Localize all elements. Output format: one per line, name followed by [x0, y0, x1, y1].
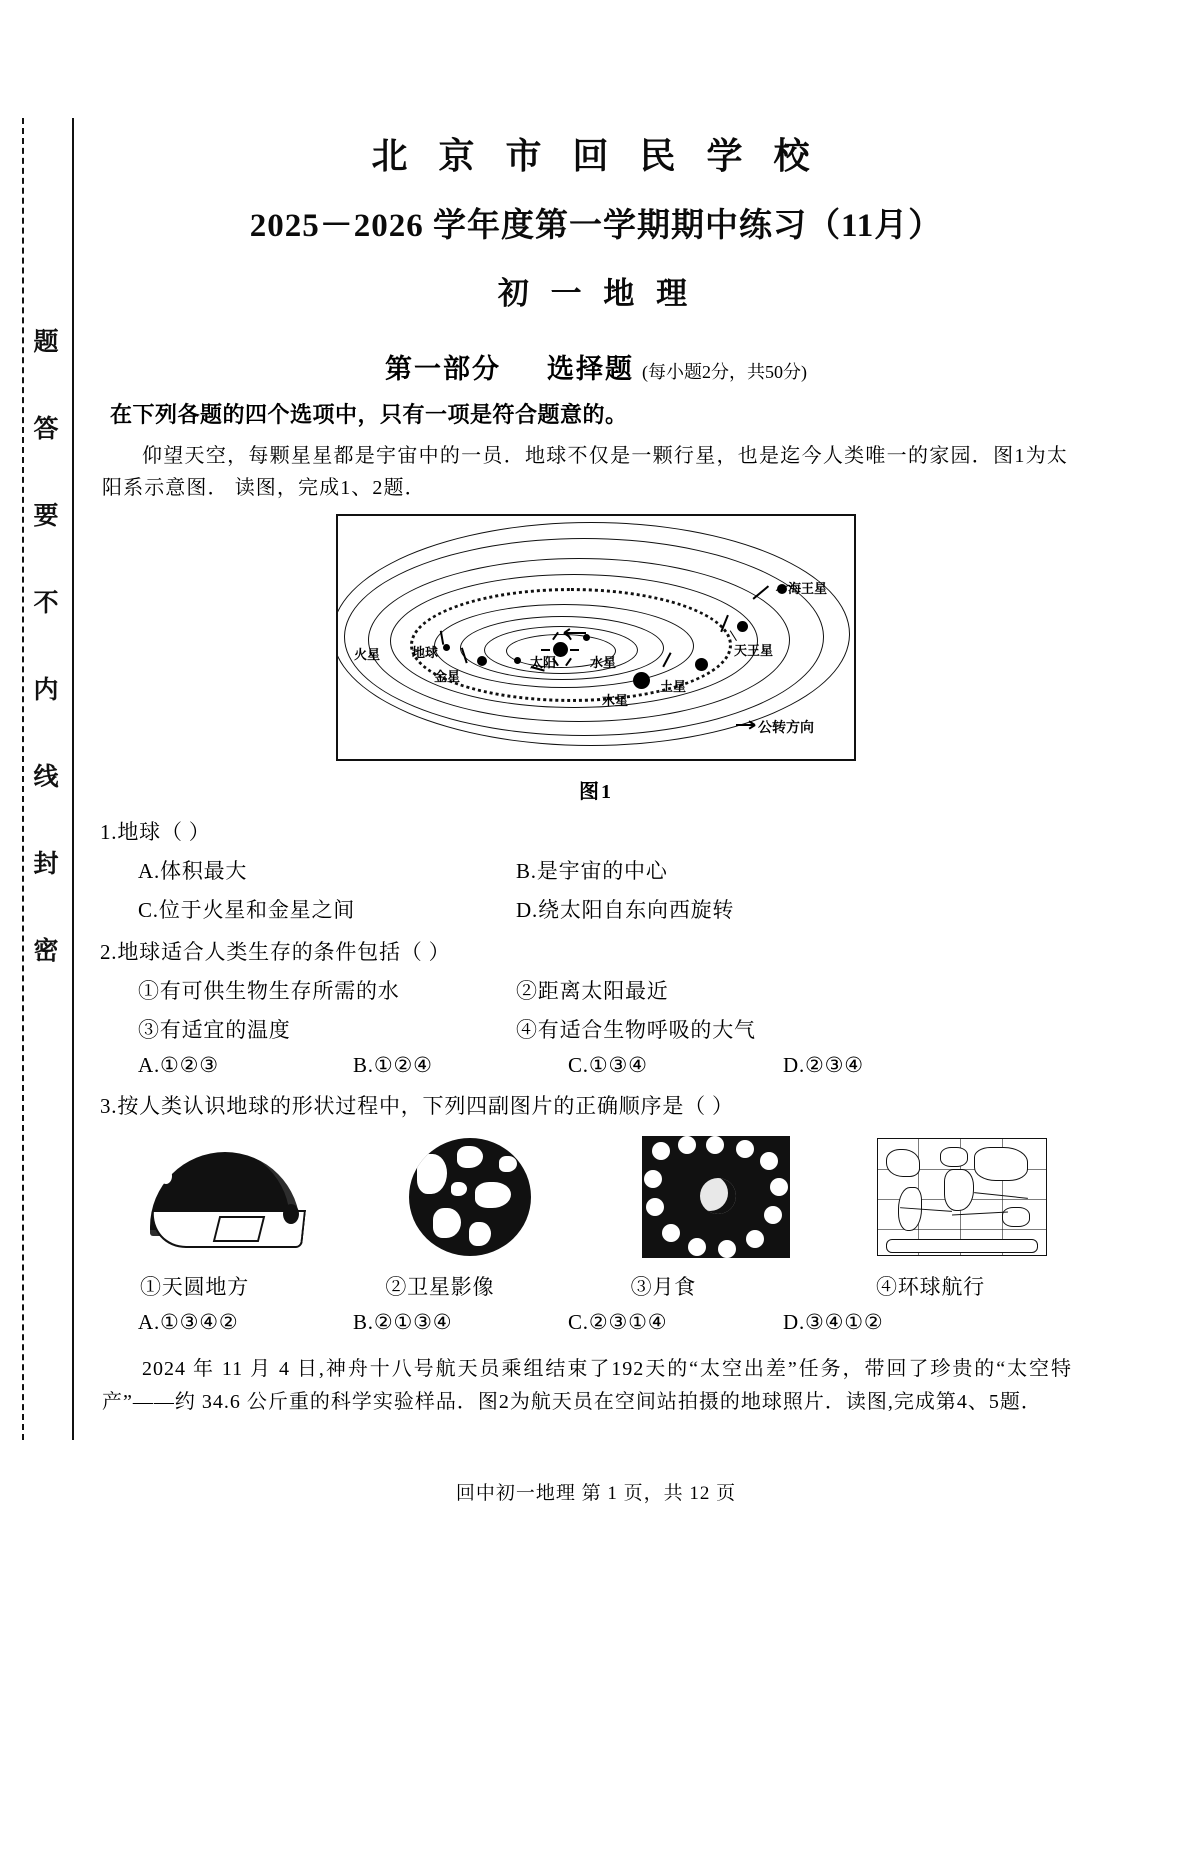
- question-3-text: 按人类认识地球的形状过程中，下列四副图片的正确顺序是（ ）: [117, 1094, 734, 1119]
- question-2-items-row-1: [96, 975, 1096, 1005]
- sat-landmass-7: [451, 1182, 467, 1196]
- map-land-europe: [940, 1147, 968, 1167]
- part-heading: [96, 347, 1096, 386]
- world-map: [877, 1138, 1047, 1256]
- question-3-number: 3.: [100, 1094, 118, 1119]
- sat-landmass-2: [457, 1146, 483, 1168]
- question-2-number: 2.: [100, 940, 118, 965]
- question-2-item-4: ④有适合生物呼吸的大气: [516, 1018, 756, 1043]
- question-2-item-1: ①有可供生物生存所需的水: [138, 979, 400, 1004]
- figure-1-wrapper: [96, 514, 1096, 761]
- seal-char-5: 线: [33, 764, 59, 791]
- eclipse-central-moon: [700, 1178, 736, 1214]
- seal-solid-line: [72, 118, 74, 1440]
- eclipse-phase-3: [706, 1136, 724, 1154]
- eclipse-phase-2: [678, 1136, 696, 1154]
- map-land-north-america: [886, 1149, 920, 1177]
- figure-satellite-image: [383, 1134, 558, 1259]
- question-1-text: 地球（ ）: [117, 820, 211, 845]
- question-2-options-row: [96, 1053, 1096, 1078]
- question-2-items-row-2: [96, 1014, 1096, 1044]
- sat-landmass-4: [433, 1208, 461, 1238]
- sun-ray-left: [541, 649, 550, 651]
- sat-landmass-5: [469, 1222, 491, 1246]
- part-type: 选择题: [547, 354, 634, 384]
- question-stem-1: 仰望天空，每颗星星都是宇宙中的一员．地球不仅是一颗行星，也是迄今人类唯一的家园．图1为太阳系示意图． 读图，完成1、2题．: [102, 445, 1068, 499]
- figure-caption-1: ①天圆地方: [140, 1275, 249, 1300]
- seal-char-4: 内: [33, 677, 59, 704]
- question-1-option-a[interactable]: A.体积最大: [138, 859, 248, 884]
- sat-landmass-6: [499, 1156, 517, 1172]
- seal-char-3: 不: [33, 590, 59, 617]
- label-jupiter: 木星: [602, 693, 629, 709]
- seal-line-strip: [0, 0, 96, 1850]
- seal-vertical-text: [26, 330, 66, 1026]
- page-title-subject: 初 一 地 理: [497, 276, 695, 311]
- eclipse-phase-11: [662, 1224, 680, 1242]
- sun-ray-right: [570, 649, 579, 651]
- question-2-option-a[interactable]: A.①②③: [138, 1053, 219, 1078]
- question-2-text: 地球适合人类生存的条件包括（ ）: [117, 940, 451, 965]
- eclipse-phase-4: [736, 1140, 754, 1158]
- question-3: [96, 1090, 1096, 1120]
- question-3-option-a[interactable]: A.①③④②: [138, 1310, 239, 1335]
- question-3-options-row: [96, 1310, 1096, 1335]
- figure-lunar-eclipse: [628, 1134, 803, 1259]
- part-label: 第一部分: [385, 354, 501, 384]
- question-stem-2: 2024 年 11 月 4 日,神舟十八号航天员乘组结束了192天的“太空出差”任务，带回了珍贵的“太空特产”——约 34.6 公斤重的科学实验样品．图2为航天员在空间站拍摄的地球照片．读图,完成第4、5题．: [102, 1358, 1072, 1413]
- figure-caption-2: ②卫星影像: [385, 1275, 495, 1300]
- dome-square-earth: [213, 1216, 265, 1242]
- eclipse-phase-7: [764, 1206, 782, 1224]
- page-title-school: 北 京 市 回 民 学 校: [371, 136, 821, 176]
- label-neptune: 海王星: [788, 581, 828, 597]
- eclipse-phase-12: [646, 1198, 664, 1216]
- question-1: [96, 816, 1096, 846]
- eclipse-phase-9: [718, 1240, 736, 1258]
- eclipse-phase-8: [746, 1230, 764, 1248]
- satellite-earth-disc: [409, 1138, 531, 1256]
- question-3-figure-captions: [96, 1271, 1096, 1301]
- question-1-option-b[interactable]: B.是宇宙的中心: [516, 859, 668, 884]
- question-1-option-c[interactable]: C.位于火星和金星之间: [138, 898, 356, 923]
- question-3-figure-row: [96, 1134, 1096, 1259]
- seal-dashed-line: [22, 118, 24, 1440]
- seal-char-0: 题: [33, 329, 59, 356]
- part-score: (每小题2分，共50分): [642, 362, 807, 382]
- label-earth: 地球: [412, 645, 439, 661]
- map-land-africa: [944, 1169, 974, 1211]
- seal-char-1: 答: [33, 416, 59, 443]
- eclipse-phase-13: [644, 1170, 662, 1188]
- question-3-option-b[interactable]: B.②①③④: [353, 1310, 453, 1335]
- label-venus: 金星: [434, 669, 461, 685]
- eclipse-phase-1: [652, 1142, 670, 1160]
- figure-caption-4: ④环球航行: [875, 1275, 985, 1300]
- question-2-option-d[interactable]: D.②③④: [783, 1053, 864, 1078]
- question-1-options-row-1: [96, 855, 1096, 885]
- seal-char-7: 密: [33, 938, 59, 965]
- question-2-item-3: ③有适宜的温度: [138, 1018, 291, 1043]
- eclipse-sequence: [642, 1136, 790, 1258]
- question-1-option-d[interactable]: D.绕太阳自东向西旋转: [516, 898, 735, 923]
- eclipse-phase-6: [770, 1178, 788, 1196]
- figure-1-caption: 图1: [579, 781, 613, 804]
- map-land-asia: [974, 1147, 1028, 1181]
- label-saturn: 土星: [660, 679, 687, 695]
- page-title-term: 2025－2026 学年度第一学期期中练习（11月）: [249, 208, 943, 244]
- question-3-option-d[interactable]: D.③④①②: [783, 1310, 884, 1335]
- figure-caption-3: ③月食: [630, 1275, 697, 1300]
- part-instruction: 在下列各题的四个选项中，只有一项是符合题意的。: [110, 402, 628, 427]
- figure-circumnavigation-map: [873, 1134, 1048, 1259]
- label-mars: 火星: [354, 647, 381, 663]
- question-1-number: 1.: [100, 820, 118, 845]
- question-2-option-b[interactable]: B.①②④: [353, 1053, 433, 1078]
- seal-char-2: 要: [33, 503, 59, 530]
- label-uranus: 天王星: [734, 643, 774, 659]
- question-2-option-c[interactable]: C.①③④: [568, 1053, 648, 1078]
- label-mercury: 水星: [590, 655, 617, 671]
- sat-landmass-3: [475, 1182, 511, 1208]
- solar-system-diagram: [336, 514, 856, 761]
- question-2: [96, 936, 1096, 966]
- map-land-australia: [1002, 1207, 1030, 1227]
- question-3-option-c[interactable]: C.②③①④: [568, 1310, 668, 1335]
- eclipse-phase-5: [760, 1152, 778, 1170]
- question-2-item-2: ②距离太阳最近: [516, 979, 669, 1004]
- seal-char-6: 封: [33, 851, 59, 878]
- question-1-options-row-2: [96, 894, 1096, 924]
- exam-content: [96, 0, 1096, 1850]
- eclipse-phase-10: [688, 1238, 706, 1256]
- label-revolution-direction: 公转方向: [758, 719, 814, 736]
- sat-landmass-1: [417, 1154, 447, 1194]
- label-sun: 太阳: [530, 655, 557, 671]
- page-footer: 回中初一地理 第 1 页，共 12 页: [455, 1483, 737, 1504]
- figure-tianyuan-difang: [138, 1134, 313, 1259]
- map-land-antarctica: [886, 1239, 1038, 1253]
